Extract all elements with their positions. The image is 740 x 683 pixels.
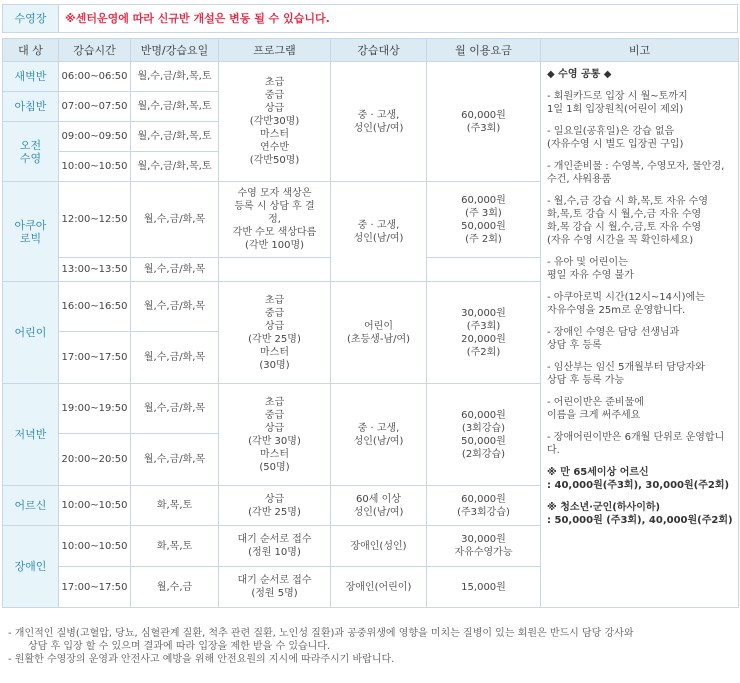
class-time: 06:00~06:50 [59,62,131,92]
program-cell: 초급 중급 상급 (각반 25명) 마스터 (30명) [219,282,331,384]
audience-cell: 60세 이상 성인(남/여) [331,486,427,526]
table-header-row [3,39,739,62]
category-kids: 어린이 [3,282,59,384]
class-days: 화,목,토 [131,486,219,526]
category-am: 오전 수영 [3,122,59,182]
table-row [3,62,739,92]
pool-label: 수영장 [3,5,59,33]
fee-cell: 60,000원 (3회강습) 50,000원 (2회강습) [427,384,541,486]
class-time: 10:00~10:50 [59,152,131,182]
class-days: 월,수,금/화,목 [131,434,219,486]
fee-cell: 30,000원 (주3회) 20,000원 (주2회) [427,282,541,384]
header-program: 프로그램 [219,39,331,62]
class-time: 12:00~12:50 [59,182,131,258]
remark-item: - 개인준비물 : 수영복, 수영모자, 물안경, 수건, 샤워용품 [547,161,725,185]
empty-cell [219,258,331,282]
class-time: 16:00~16:50 [59,282,131,332]
empty-cell [427,258,541,282]
category-disabled: 장애인 [3,526,59,608]
class-days: 월,수,금 [131,567,219,608]
remark-item: - 일요일(공휴일)은 강습 없음 (자유수영 시 별도 입장권 구입) [547,126,684,150]
category-senior: 어르신 [3,486,59,526]
class-days: 월,수,금/화,목 [131,332,219,384]
program-cell: 상급 (각반 25명) [219,486,331,526]
class-days: 월,수,금/화,목,토 [131,92,219,122]
category-aqua: 아쿠아 로빅 [3,182,59,282]
notice-warning: ※센터운영에 따라 신규반 개설은 변동 될 수 있습니다. [59,5,738,33]
header-audience: 강습대상 [331,39,427,62]
class-days: 화,목,토 [131,526,219,567]
fee-cell: 30,000원 자유수영가능 [427,526,541,567]
program-cell: 대기 순서로 접수 (정원 5명) [219,567,331,608]
header-target: 대 상 [3,39,59,62]
audience-cell: 중 · 고생, 성인(남/여) [331,62,427,182]
class-time: 17:00~17:50 [59,567,131,608]
fee-cell: 60,000원 (주3회강습) [427,486,541,526]
header-remarks: 비고 [541,39,739,62]
class-time: 10:00~10:50 [59,486,131,526]
senior-fee-note: ※ 만 65세이상 어르신 : 40,000원(주3회), 30,000원(주2회) [547,467,730,491]
class-time: 17:00~17:50 [59,332,131,384]
remark-item: - 장애어린이반은 6개월 단위로 운영합니다. [547,432,725,456]
schedule-table [2,38,739,608]
remark-item: - 유아 및 어린이는 평일 자유 수영 불가 [547,257,634,281]
class-days: 월,수,금/화,목,토 [131,152,219,182]
program-cell: 초급 중급 상급 (각반 30명) 마스터 (50명) [219,384,331,486]
category-evening: 저녁반 [3,384,59,486]
class-days: 월,수,금/화,목,토 [131,62,219,92]
remark-item: - 회원카드로 입장 시 월~토까지 1일 1회 입장원칙(어린이 제외) [547,91,688,115]
audience-cell: 장애인(어린이) [331,567,427,608]
remark-item: - 장애인 수영은 담당 선생님과 상담 후 등록 [547,327,680,351]
header-class-days: 반명/강습요일 [131,39,219,62]
header-time: 강습시간 [59,39,131,62]
remark-item: - 아쿠아로빅 시간(12시~14시)에는 자유수영을 25m로 운영합니다. [547,292,705,316]
remark-item: - 어린이반은 준비물에 이름을 크게 써주세요 [547,397,644,421]
class-days: 월,수,금/화,목,토 [131,122,219,152]
remarks-heading: ◆ 수영 공통 ◆ [547,69,612,80]
class-days: 월,수,금/화,목 [131,182,219,258]
remarks-cell [541,62,739,608]
footer-line: - 원활한 수영장의 운영과 안전사고 예방을 위해 안전요원의 지시에 따라주시기 바랍니다. [8,654,395,665]
class-time: 10:00~10:50 [59,526,131,567]
class-days: 월,수,금/화,목 [131,384,219,434]
youth-fee-note: ※ 청소년·군인(하사이하) : 50,000원 (주3회), 40,000원(주2회) [547,502,733,526]
class-days: 월,수,금/화,목 [131,282,219,332]
class-time: 09:00~09:50 [59,122,131,152]
fee-cell: 15,000원 [427,567,541,608]
audience-cell: 중 · 고생, 성인(남/여) [331,182,427,282]
program-cell: 대기 순서로 접수 (정원 10명) [219,526,331,567]
class-days: 월,수,금/화,목 [131,258,219,282]
footer-notes [8,627,733,666]
class-time: 20:00~20:50 [59,434,131,486]
footer-line: - 개인적인 질병(고혈압, 당뇨, 심혈관계 질환, 척추 관련 질환, 노인성 질환)과 공중위생에 영향을 미치는 질병이 있는 회원은 반드시 담당 강사와 [8,628,634,639]
notice-table [2,4,738,33]
remark-item: - 월,수,금 강습 시 화,목,토 자유 수영 화,목,토 강습 시 월,수,금 자유 수영 화,목 강습 시 월,수,금,토 자유 수영 (자유 수영 시간을 꼭 확인하세요) [547,196,708,246]
program-cell: 초급 중급 상급 (각반30명) 마스터 연수반 (각반50명) [219,62,331,182]
fee-cell: 60,000원 (주3회) [427,62,541,182]
audience-cell: 중 · 고생, 성인(남/여) [331,384,427,486]
class-time: 13:00~13:50 [59,258,131,282]
class-time: 07:00~07:50 [59,92,131,122]
audience-cell: 장애인(성인) [331,526,427,567]
program-cell: 수영 모자 색상은 등록 시 상담 후 결 정, 각반 수모 색상다름 (각반 100명) [219,182,331,258]
fee-cell: 60,000원 (주 3회) 50,000원 (주 2회) [427,182,541,258]
header-monthly-fee: 월 이용요금 [427,39,541,62]
category-dawn: 새벽반 [3,62,59,92]
footer-line: 상담 후 입장 할 수 있으며 결과에 따라 입장을 제한 받을 수 있습니다. [28,641,331,652]
remark-item: - 임산부는 임신 5개월부터 담당자와 상담 후 등록 가능 [547,362,705,386]
class-time: 19:00~19:50 [59,384,131,434]
audience-cell: 어린이 (초등생-남/여) [331,282,427,384]
category-morning: 아침반 [3,92,59,122]
